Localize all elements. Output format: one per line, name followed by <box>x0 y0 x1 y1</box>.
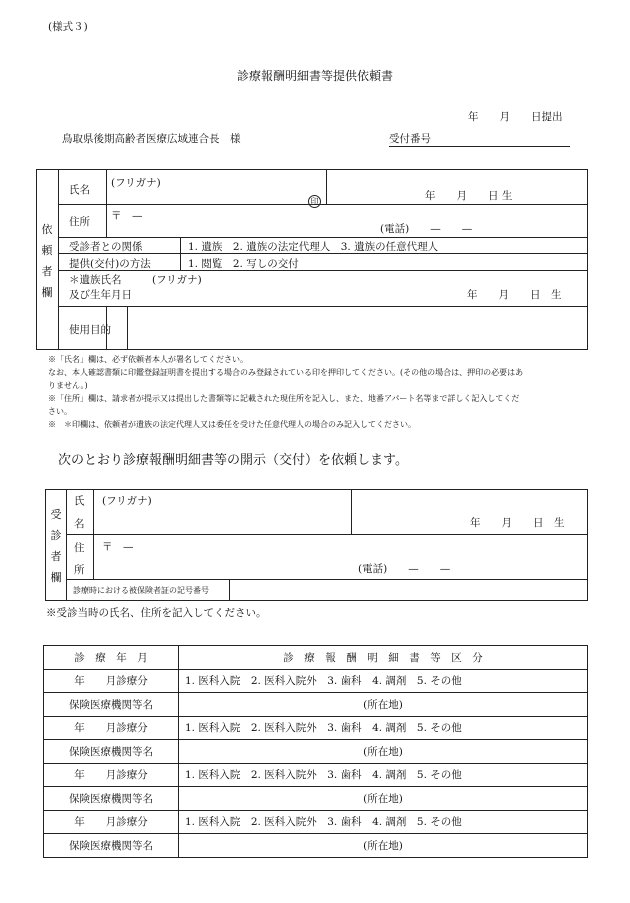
institution-label: 保険医療機関等名 <box>44 740 179 764</box>
requester-furigana[interactable]: (フリガナ) <box>111 177 161 189</box>
form-number: (様式３) <box>48 21 88 33</box>
receipt-number-label: 受付番号 <box>389 133 431 145</box>
table-row <box>44 716 588 740</box>
table-row <box>44 810 588 834</box>
requester-postal[interactable]: 〒 — <box>111 210 143 222</box>
month-cell[interactable]: 年 月診療分 <box>44 716 179 740</box>
patient-postal[interactable]: 〒 — <box>102 541 134 553</box>
patient-address-label-2: 所 <box>74 564 85 576</box>
requester-phone[interactable]: (電話) — — <box>380 223 473 235</box>
receipt-number-field[interactable] <box>389 146 570 147</box>
relation-label: 受診者との関係 <box>69 241 143 253</box>
table-row <box>44 763 588 787</box>
institution-label: 保険医療機関等名 <box>44 787 179 811</box>
bereaved-furigana[interactable]: (フリガナ) <box>152 274 202 286</box>
method-options[interactable]: 1. 閲覧 2. 写しの交付 <box>188 258 299 270</box>
note-line: りません。) <box>48 381 88 390</box>
purpose-field[interactable] <box>128 307 587 349</box>
location-cell[interactable]: (所在地) <box>179 693 588 717</box>
seal-mark: 印 <box>308 189 321 208</box>
addressee: 鳥取県後期高齢者医療広域連合長 様 <box>62 133 241 145</box>
bereaved-name-label: ＊遺族氏名 <box>69 274 122 286</box>
month-cell[interactable]: 年 月診療分 <box>44 763 179 787</box>
requester-birth-date[interactable]: 年 月 日 生 <box>425 190 513 202</box>
table-row <box>44 693 588 717</box>
table-row <box>44 740 588 764</box>
request-sentence: 次のとおり診療報酬明細書等の開示（交付）を依頼します。 <box>58 453 408 468</box>
category-options[interactable]: 1. 医科入院 2. 医科入院外 3. 歯科 4. 調剤 5. その他 <box>179 669 588 693</box>
page-title: 診療報酬明細書等提供依頼書 <box>236 69 393 83</box>
location-cell[interactable]: (所在地) <box>179 834 588 858</box>
note-line: ※ ＊印欄は、依頼者が遺族の法定代理人又は委任を受けた任意代理人の場合のみ記入してください。 <box>48 420 416 429</box>
patient-furigana[interactable]: (フリガナ) <box>102 495 152 507</box>
insurance-number-label: 診療時における被保険者証の記号番号 <box>73 586 209 595</box>
institution-label: 保険医療機関等名 <box>44 834 179 858</box>
patient-section-label: 受 診 者 欄 <box>50 508 62 584</box>
patient-name-label-1: 氏 <box>74 495 85 507</box>
insurance-number-field[interactable] <box>230 580 587 600</box>
patient-birth-date[interactable]: 年 月 日 生 <box>470 517 565 529</box>
patient-name-label-2: 名 <box>74 518 85 530</box>
requester-section-label: 依 頼 者 欄 <box>41 223 53 299</box>
note-line: さい。 <box>48 407 72 416</box>
header-category: 診 療 報 酬 明 細 書 等 区 分 <box>179 646 588 670</box>
purpose-label: 使用目的 <box>69 324 111 336</box>
month-cell[interactable]: 年 月診療分 <box>44 669 179 693</box>
patient-address-label-1: 住 <box>74 542 85 554</box>
method-label: 提供(交付)の方法 <box>69 258 151 270</box>
category-options[interactable]: 1. 医科入院 2. 医科入院外 3. 歯科 4. 調剤 5. その他 <box>179 716 588 740</box>
table-row <box>44 787 588 811</box>
note-line: ※「氏名」欄は、必ず依頼者本人が署名してください。 <box>48 355 248 364</box>
month-cell[interactable]: 年 月診療分 <box>44 810 179 834</box>
header-month: 診 療 年 月 <box>44 646 179 670</box>
location-cell[interactable]: (所在地) <box>179 787 588 811</box>
category-options[interactable]: 1. 医科入院 2. 医科入院外 3. 歯科 4. 調剤 5. その他 <box>179 763 588 787</box>
bereaved-birth-date[interactable]: 年 月 日 生 <box>467 289 562 301</box>
submit-date[interactable]: 年 月 日提出 <box>468 111 563 123</box>
statement-table <box>43 645 588 858</box>
note-line: ※「住所」欄は、請求者が提示又は提出した書類等に記載された現住所を記入し、また、地番アパート名等まで詳しく記入してくだ <box>48 394 520 403</box>
table-row <box>44 834 588 858</box>
requester-name-label: 氏名 <box>69 184 90 196</box>
note-line: なお、本人確認書類に印鑑登録証明書を提出する場合のみ登録されている印を押印してください。(その他の場合は、押印の必要はあ <box>48 368 524 377</box>
category-options[interactable]: 1. 医科入院 2. 医科入院外 3. 歯科 4. 調剤 5. その他 <box>179 810 588 834</box>
requester-address-label: 住所 <box>69 216 90 228</box>
table-row <box>44 669 588 693</box>
bereaved-birth-label: 及び生年月日 <box>69 289 132 301</box>
relation-options[interactable]: 1. 遺族 2. 遺族の法定代理人 3. 遺族の任意代理人 <box>188 241 439 253</box>
location-cell[interactable]: (所在地) <box>179 740 588 764</box>
patient-phone[interactable]: (電話) — — <box>358 563 451 575</box>
patient-note: ※受診当時の氏名、住所を記入してください。 <box>46 607 267 619</box>
institution-label: 保険医療機関等名 <box>44 693 179 717</box>
